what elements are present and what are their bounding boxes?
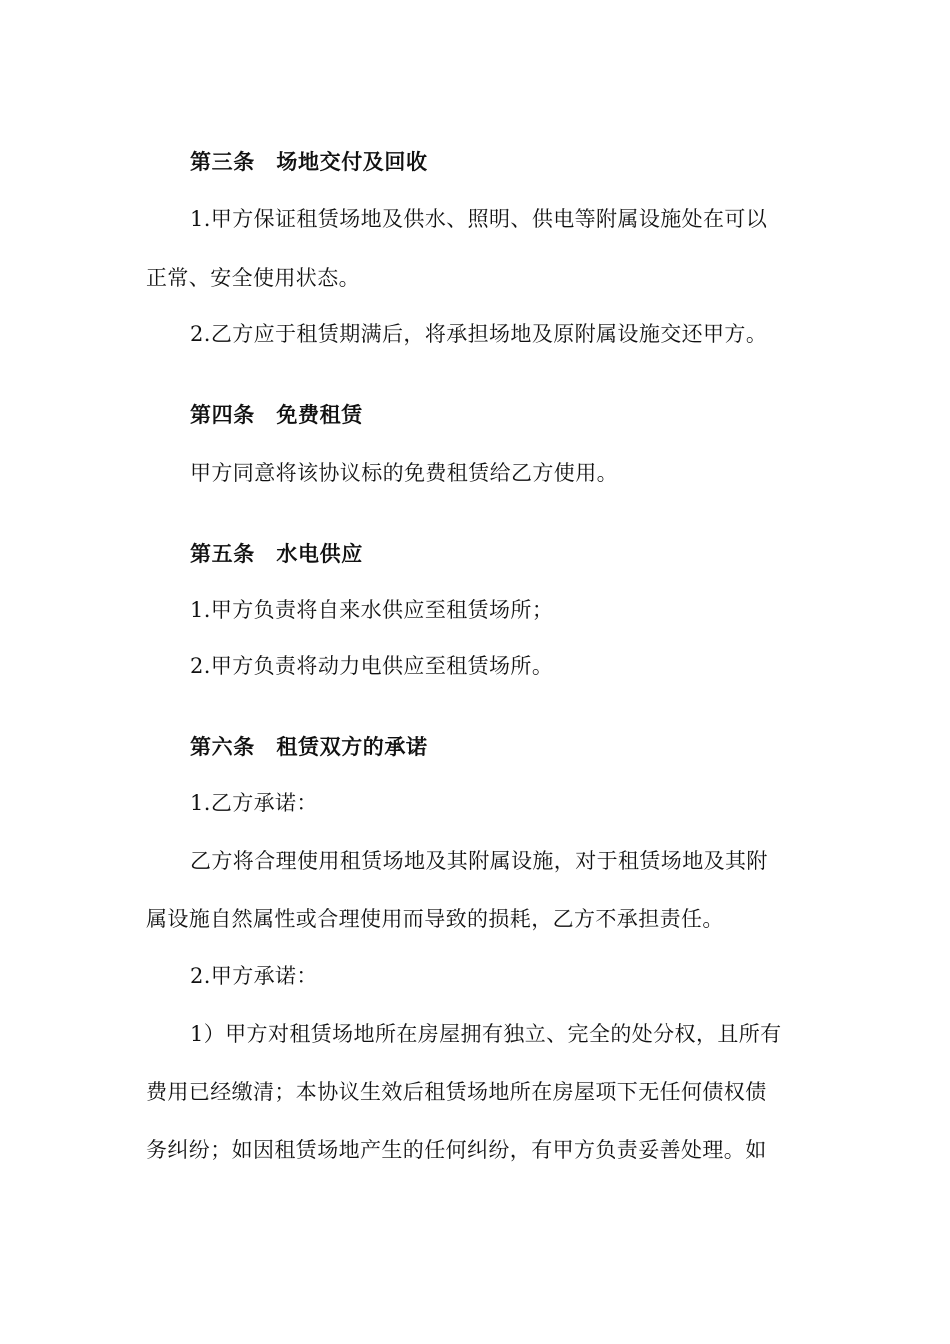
paragraph-line: 甲方同意将该协议标的免费租赁给乙方使用。 xyxy=(190,461,618,485)
paragraph-line: 1.甲方负责将自来水供应至租赁场所； xyxy=(190,598,554,622)
paragraph-line: 2.甲方负责将动力电供应至租赁场所。 xyxy=(190,654,554,678)
section-heading-5: 第五条 水电供应 xyxy=(190,542,363,566)
paragraph-line: 1.甲方保证租赁场地及供水、照明、供电等附属设施处在可以 xyxy=(190,207,768,231)
paragraph-line: 正常、安全使用状态。 xyxy=(146,266,360,290)
paragraph-line: 1）甲方对租赁场地所在房屋拥有独立、完全的处分权，且所有 xyxy=(190,1022,782,1046)
paragraph-line: 属设施自然属性或合理使用而导致的损耗，乙方不承担责任。 xyxy=(146,907,724,931)
paragraph-line: 乙方将合理使用租赁场地及其附属设施，对于租赁场地及其附 xyxy=(190,849,768,873)
paragraph-line: 费用已经缴清；本协议生效后租赁场地所在房屋项下无任何债权债 xyxy=(146,1080,767,1104)
section-heading-3: 第三条 场地交付及回收 xyxy=(190,150,428,174)
section-heading-6: 第六条 租赁双方的承诺 xyxy=(190,735,428,759)
paragraph-line: 2.乙方应于租赁期满后，将承担场地及原附属设施交还甲方。 xyxy=(190,322,768,346)
paragraph-line: 1.乙方承诺： xyxy=(190,791,318,815)
section-heading-4: 第四条 免费租赁 xyxy=(190,403,363,427)
paragraph-line: 务纠纷；如因租赁场地产生的任何纠纷，有甲方负责妥善处理。如 xyxy=(146,1138,767,1162)
paragraph-line: 2.甲方承诺： xyxy=(190,964,318,988)
